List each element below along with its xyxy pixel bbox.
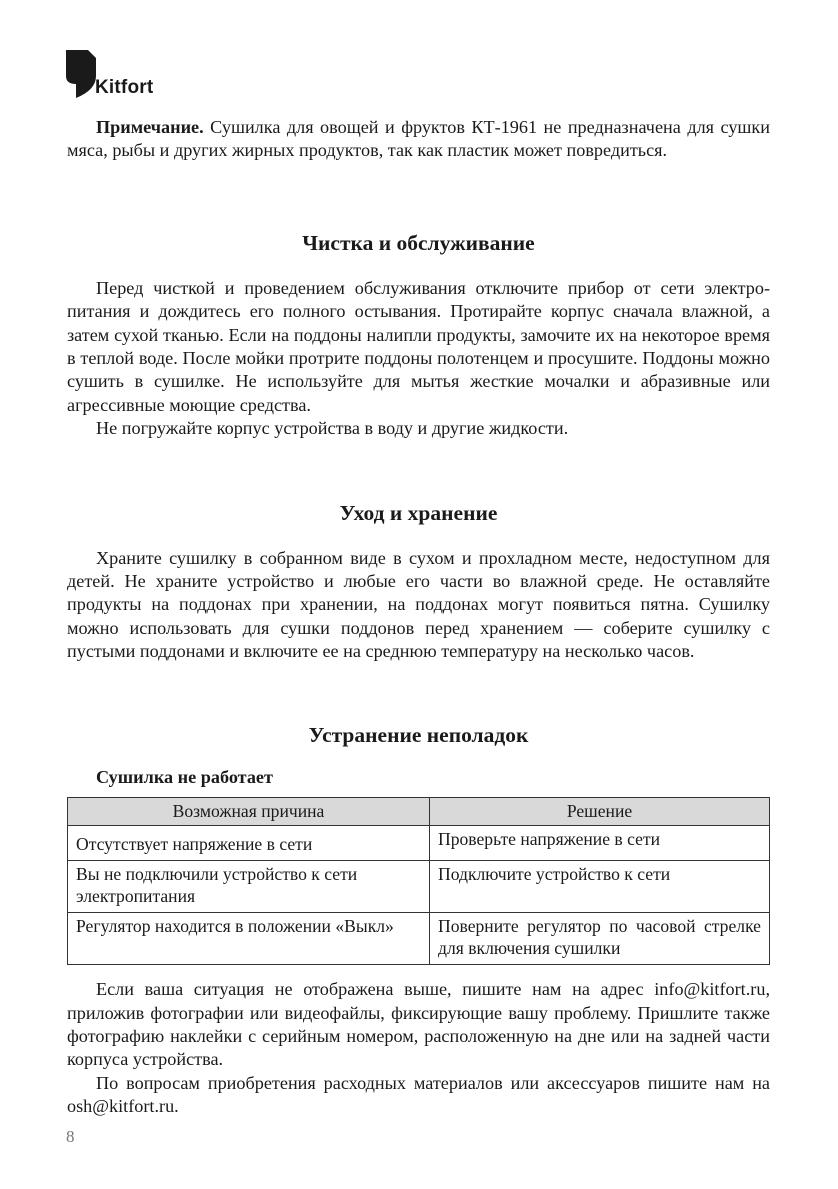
solution-cell: Поверните регулятор по часовой стрелке для включения сушилки (430, 913, 770, 965)
cleaning-paragraph-1: Перед чисткой и проведением обслуживания отключите прибор от сети электропитания и дождитесь его полного остывания. Протирайте корпус сначала влажной, а затем сухой тканью. Если на поддоны налипли продукты, замочите их на некоторое время в теплой воде. После мойки протрите поддоны полотенцем и просушите. Поддоны можно сушить в сушилке. Не используйте для мытья жесткие мочалки и абразивные или агрессивные моющие средства. (67, 277, 770, 415)
cause-cell: Регулятор находится в положении «Выкл» (68, 913, 430, 965)
note-paragraph (67, 116, 770, 163)
column-header-solution: Решение (430, 797, 770, 825)
table-row (68, 861, 770, 913)
storage-paragraph-1: Храните сушилку в собранном виде в сухом и прохладном месте, недоступном для детей. Не храните устройство и любые его части во влажной среде. Не оставляйте продукты на поддонах при хранении, на поддонах могут появиться пятна. Сушилку можно использовать для сушки поддонов перед хранением — соберите сушилку с пустыми поддонами и включите ее на среднюю температуру на несколько часов. (67, 547, 770, 662)
table-row (68, 913, 770, 965)
kitfort-logo-icon (66, 50, 96, 98)
kitfort-logo (66, 50, 176, 98)
troubleshooting-table (67, 797, 770, 966)
table-header-row (68, 797, 770, 825)
troubleshooting-paragraph-1: Если ваша ситуация не отображена выше, пишите нам на адрес info@kitfort.ru, приложив фотографии или видеофайлы, фиксирующие вашу проблему. Пришлите также фотографию наклейки с серийным номером, расположенную на дне или на задней части корпуса устройства. (67, 979, 770, 1070)
column-header-cause: Возможная причина (68, 797, 430, 825)
section-title-troubleshooting: Устранение неполадок (308, 722, 529, 747)
table-row (68, 825, 770, 861)
page-number: 8 (66, 1127, 75, 1146)
section-title-cleaning: Чистка и обслуживание (302, 230, 535, 255)
cleaning-paragraph-2: Не погружайте корпус устройства в воду и другие жидкости. (96, 418, 569, 439)
cause-cell: Вы не подключили устройство к сети электропитания (68, 861, 430, 913)
solution-cell: Проверьте напряжение в сети (430, 825, 770, 861)
brand-name: Kitfort (95, 77, 154, 98)
troubleshooting-subtitle: Сушилка не работает (96, 766, 273, 787)
troubleshooting-paragraph-2: По вопросам приобретения расходных материалов или аксессуаров пишите нам на osh@kitfort.ru. (67, 1072, 770, 1117)
cause-cell: Отсутствует напряжение в сети (68, 825, 430, 861)
solution-cell: Подключите устройство к сети (430, 861, 770, 913)
note-lead: Примечание. (96, 117, 204, 137)
page-content (67, 116, 770, 1119)
section-title-storage: Уход и хранение (339, 500, 498, 525)
note-text: Сушилка для овощей и фруктов КТ-1961 не предназначена для сушки мяса, рыбы и других жирных продуктов, так как пластик может повредиться. (67, 117, 770, 161)
